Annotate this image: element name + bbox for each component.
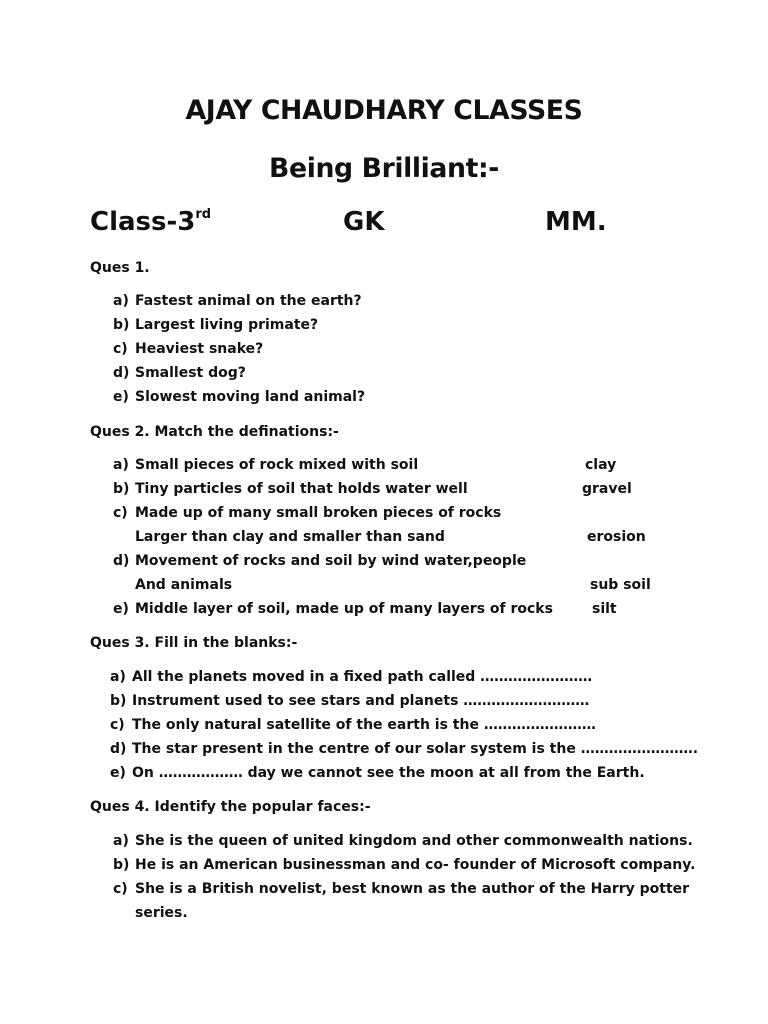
- match-answer: sub soil: [590, 577, 651, 593]
- list-item: d) The star present in the centre of our solar system is the …………………….: [110, 741, 699, 757]
- list-item: a) She is the queen of united kingdom and other commonwealth nations.: [113, 833, 693, 849]
- max-marks-label: MM.: [545, 207, 607, 237]
- question-4-title: Ques 4. Identify the popular faces:-: [90, 799, 371, 815]
- match-answer: clay: [585, 457, 617, 473]
- list-item: b) Largest living primate?: [113, 317, 319, 333]
- class-superscript: rd: [195, 207, 212, 222]
- class-label: [90, 207, 211, 237]
- list-item: a) Fastest animal on the earth?: [113, 293, 362, 309]
- match-answer: silt: [592, 601, 617, 617]
- list-item: c) Heaviest snake?: [113, 341, 264, 357]
- class-text: Class-3: [90, 207, 196, 237]
- question-3-title: Ques 3. Fill in the blanks:-: [90, 635, 298, 651]
- list-item: a) All the planets moved in a fixed path called ……………………: [110, 669, 593, 685]
- list-item: Larger than clay and smaller than sand: [135, 529, 445, 545]
- list-item: a) Small pieces of rock mixed with soil: [113, 457, 419, 473]
- question-1-title: Ques 1.: [90, 260, 150, 276]
- list-item: e) Slowest moving land animal?: [113, 389, 366, 405]
- match-answer: gravel: [582, 481, 632, 497]
- list-item: series.: [135, 905, 188, 921]
- list-item: c) She is a British novelist, best known as the author of the Harry potter: [113, 881, 690, 897]
- list-item: d) Movement of rocks and soil by wind water,people: [113, 553, 527, 569]
- list-item: e) On ……………… day we cannot see the moon at all from the Earth.: [110, 765, 645, 781]
- tagline: Being Brilliant:-: [269, 153, 499, 184]
- subject-label: GK: [343, 207, 385, 237]
- list-item: c) Made up of many small broken pieces of rocks: [113, 505, 502, 521]
- list-item: And animals: [135, 577, 233, 593]
- list-item: b) He is an American businessman and co- founder of Microsoft company.: [113, 857, 696, 873]
- question-2-title: Ques 2. Match the definations:-: [90, 424, 339, 440]
- list-item: b) Instrument used to see stars and planets ………………………: [110, 693, 590, 709]
- list-item: e) Middle layer of soil, made up of many layers of rocks: [113, 601, 553, 617]
- match-answer: erosion: [587, 529, 646, 545]
- institute-title: AJAY CHAUDHARY CLASSES: [185, 95, 583, 126]
- list-item: b) Tiny particles of soil that holds water well: [113, 481, 468, 497]
- list-item: c) The only natural satellite of the earth is the ……………………: [110, 717, 596, 733]
- list-item: d) Smallest dog?: [113, 365, 246, 381]
